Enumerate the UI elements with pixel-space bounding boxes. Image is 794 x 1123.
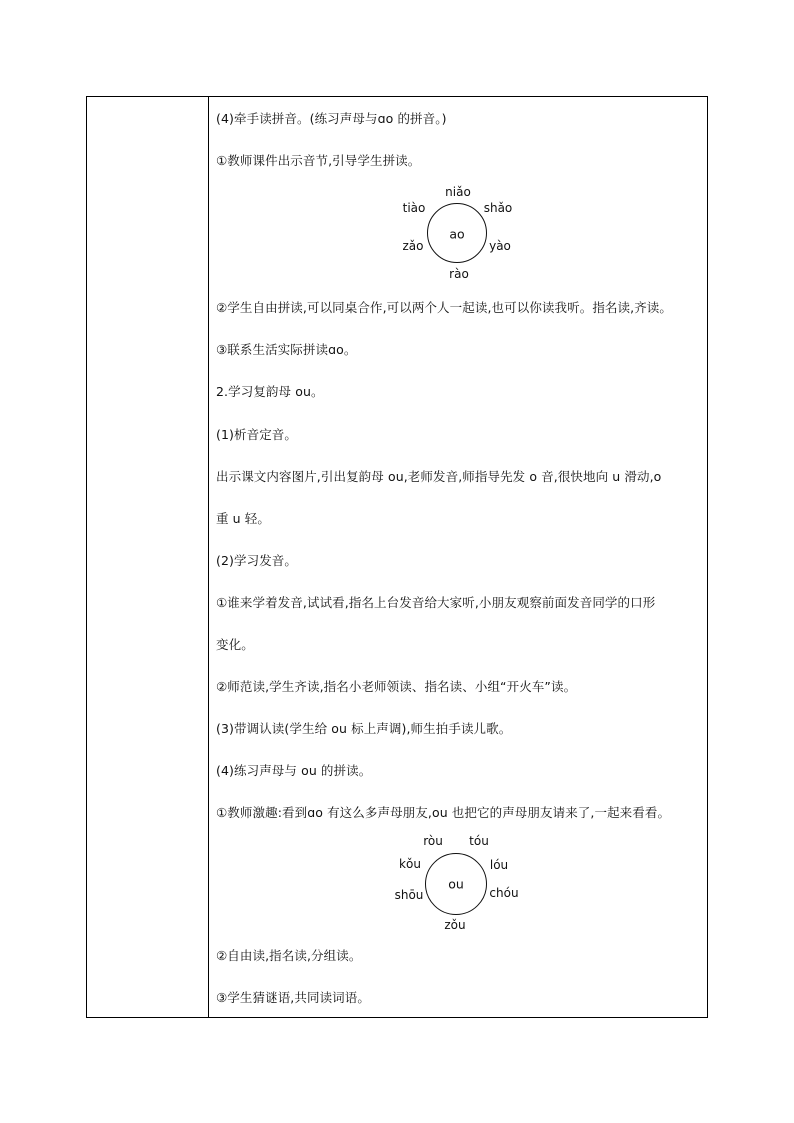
line-who-tries: ①谁来学着发音,试试看,指名上台发音给大家听,小朋友观察前面发音同学的口形	[216, 595, 656, 610]
ou-syllable: lóu	[489, 858, 509, 872]
left-column-cell	[87, 97, 208, 1017]
line-model-reading: ②师范读,学生齐读,指名小老师领读、指名读、小组“开火车”读。	[216, 679, 577, 694]
lesson-table	[86, 96, 708, 1018]
line-o-heavy-u-light: 重 u 轻。	[216, 511, 270, 526]
ou-syllable: shōu	[394, 888, 424, 902]
line-life-practice: ③联系生活实际拼读ɑo。	[216, 342, 357, 357]
ao-syllable: rào	[449, 267, 469, 281]
line-show-picture: 出示课文内容图片,引出复韵母 ou,老师发音,师指导先发 o 音,很快地向 u 滑动,o	[216, 469, 662, 484]
line-teacher-shows: ①教师课件出示音节,引导学生拼读。	[216, 153, 421, 168]
line-pinyin-practice: (4)牵手读拼音。(练习声母与ɑo 的拼音。)	[216, 111, 447, 126]
ou-syllable: chóu	[489, 886, 519, 900]
ao-syllable: yào	[489, 239, 511, 253]
ou-syllable: zǒu	[444, 918, 466, 932]
line-teacher-motivates: ①教师激趣:看到ɑo 有这么多声母朋友,ou 也把它的声母朋友请来了,一起来看看。	[216, 805, 671, 820]
line-mouth-change: 变化。	[216, 637, 254, 652]
line-ou-practice: (4)练习声母与 ou 的拼读。	[216, 763, 372, 778]
ao-syllable: shǎo	[483, 201, 513, 215]
line-tone-reading: (3)带调认读(学生给 ou 标上声调),师生拍手读儿歌。	[216, 721, 512, 736]
ao-syllable: niǎo	[445, 185, 471, 199]
column-divider	[208, 97, 209, 1017]
ao-center-label: ao	[449, 226, 465, 242]
line-riddle: ③学生猜谜语,共同读词语。	[216, 990, 370, 1005]
ou-center-label: ou	[448, 876, 464, 892]
ao-syllable: tiào	[402, 201, 426, 215]
ou-syllable: kǒu	[399, 857, 421, 871]
ao-syllable: zǎo	[402, 239, 424, 253]
line-learn-pronunciation: (2)学习发音。	[216, 553, 298, 568]
line-learn-ou: 2.学习复韵母 ou。	[216, 384, 324, 399]
ou-syllable: tóu	[469, 834, 489, 848]
line-free-read-groups: ②自由读,指名读,分组读。	[216, 948, 362, 963]
line-analyze-sound: (1)析音定音。	[216, 427, 298, 442]
ou-syllable: ròu	[423, 834, 443, 848]
line-free-reading: ②学生自由拼读,可以同桌合作,可以两个人一起读,也可以你读我听。指名读,齐读。	[216, 300, 673, 315]
